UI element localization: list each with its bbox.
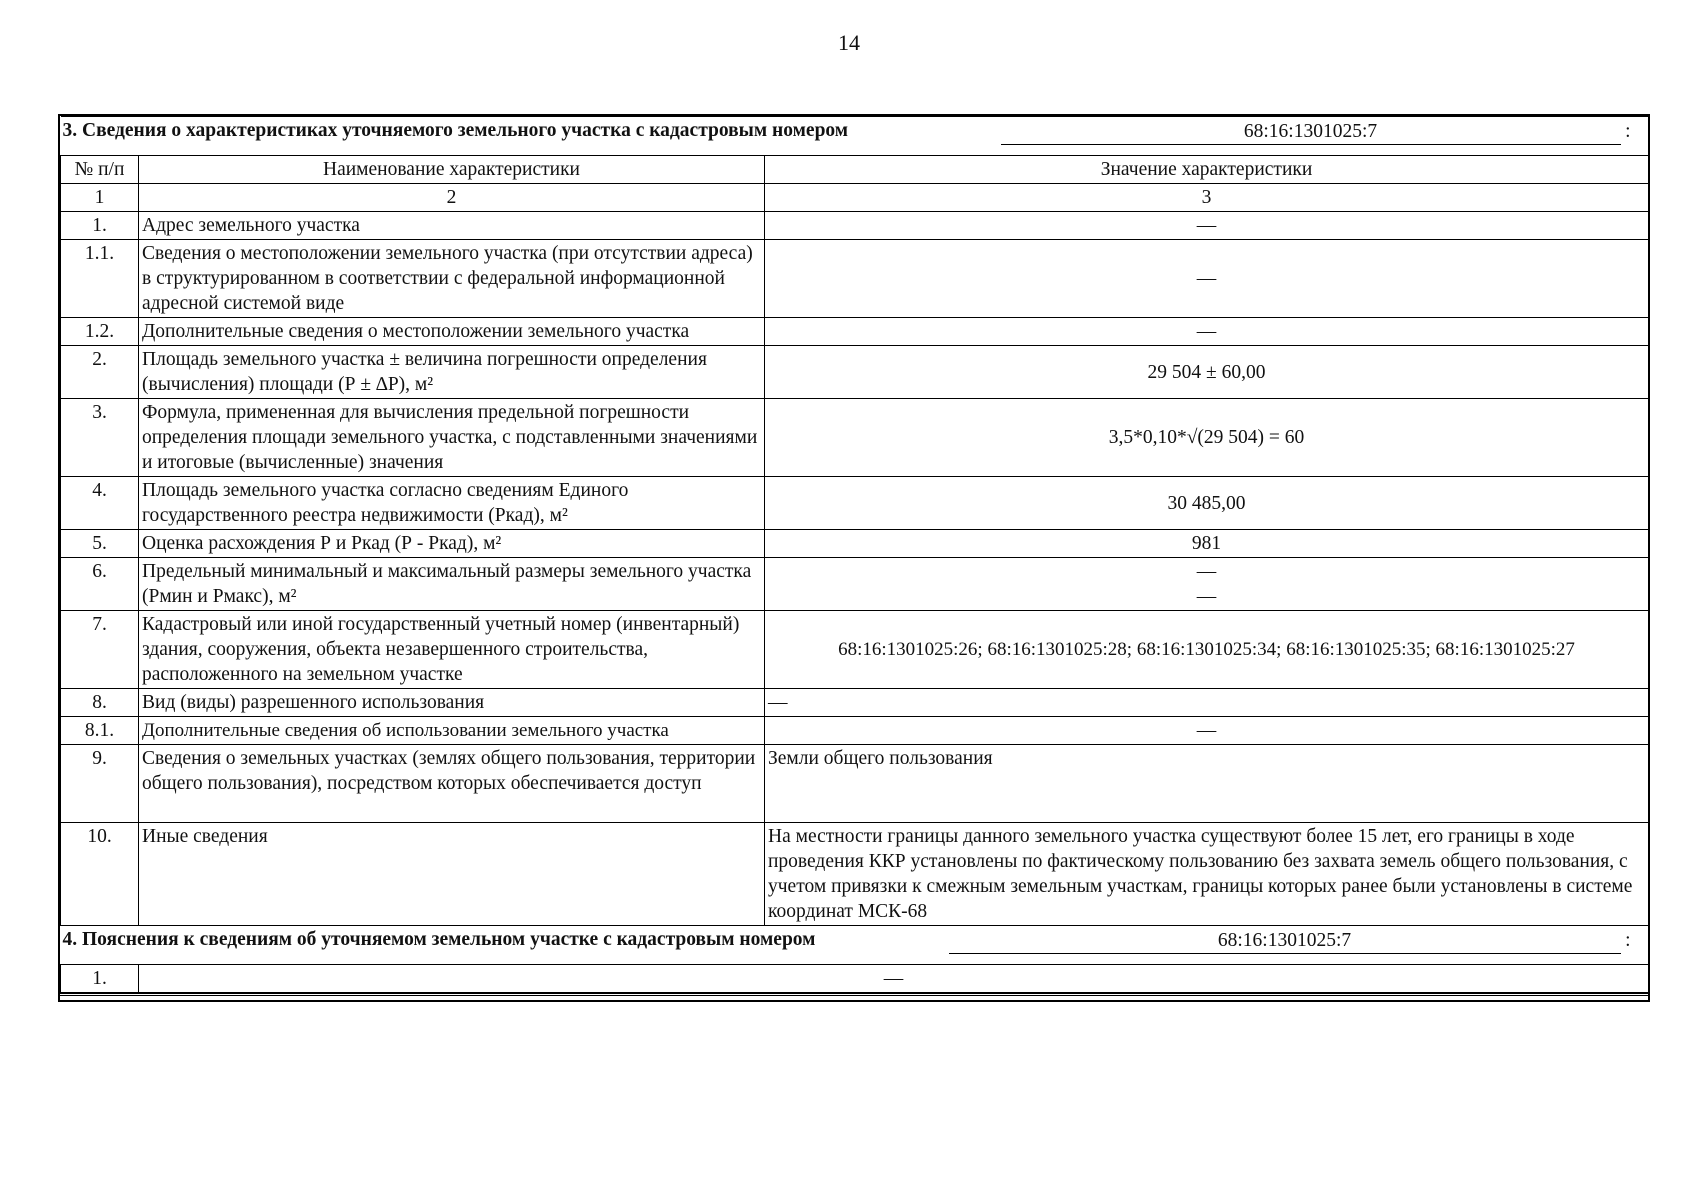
row-value-max: — xyxy=(1196,586,1217,607)
row-name: Оценка расхождения Р и Ркад (Р - Ркад), м² xyxy=(139,530,765,558)
characteristics-table-frame xyxy=(58,114,1650,1002)
section-4-header xyxy=(61,926,1649,965)
table-row xyxy=(61,318,1649,346)
row-number: 10. xyxy=(61,823,139,926)
row-value: — xyxy=(765,689,1649,717)
header-number: № п/п xyxy=(61,156,139,184)
row-name: Площадь земельного участка ± величина погрешности определения (вычисления) площади (Р ± ∆Р), м² xyxy=(139,346,765,399)
row-value: — xyxy=(765,212,1649,240)
row-number: 3. xyxy=(61,399,139,477)
section-4-title: 4. Пояснения к сведениям об уточняемом земельном участке с кадастровым номером xyxy=(62,929,816,950)
row-value: 30 485,00 xyxy=(765,477,1649,530)
table-row xyxy=(61,558,1649,611)
row-number: 8.1. xyxy=(61,717,139,745)
row-value: 29 504 ± 60,00 xyxy=(765,346,1649,399)
header-name: Наименование характеристики xyxy=(139,156,765,184)
row-value: Земли общего пользования xyxy=(765,745,1649,823)
section-4-colon: : xyxy=(1625,930,1631,951)
row-number: 8. xyxy=(61,689,139,717)
row-number: 1. xyxy=(61,212,139,240)
table-row xyxy=(61,399,1649,477)
row-value: — xyxy=(765,717,1649,745)
index-3: 3 xyxy=(765,184,1649,212)
row-number: 5. xyxy=(61,530,139,558)
row-name: Дополнительные сведения об использовании земельного участка xyxy=(139,717,765,745)
row-value-pair xyxy=(765,558,1649,611)
section-4-row xyxy=(61,965,1649,993)
page-number: 14 xyxy=(838,30,860,55)
table-row xyxy=(61,240,1649,318)
section-4-row-number: 1. xyxy=(61,965,139,993)
section-4-cadastral-number: 68:16:1301025:7 xyxy=(949,928,1621,954)
row-number: 2. xyxy=(61,346,139,399)
index-1: 1 xyxy=(61,184,139,212)
row-number: 6. xyxy=(61,558,139,611)
table-row xyxy=(61,477,1649,530)
table-row xyxy=(61,212,1649,240)
row-value: На местности границы данного земельного участка существуют более 15 лет, его границы в ходе проведения ККР установлены по фактическому пользованию без захвата земель общего пользования, с учетом привязки к смежным земельным участкам, границы которых ранее были установлены в системе координат МСК-68 xyxy=(765,823,1649,926)
row-value-min: — xyxy=(1196,561,1217,582)
row-number: 9. xyxy=(61,745,139,823)
row-number: 4. xyxy=(61,477,139,530)
row-number: 1.2. xyxy=(61,318,139,346)
row-value: 68:16:1301025:26; 68:16:1301025:28; 68:16:1301025:34; 68:16:1301025:35; 68:16:1301025:27 xyxy=(765,611,1649,689)
table-row xyxy=(61,823,1649,926)
table-row xyxy=(61,689,1649,717)
index-2: 2 xyxy=(139,184,765,212)
table-index-row xyxy=(61,184,1649,212)
section-3-header xyxy=(61,117,1649,156)
row-value: — xyxy=(765,240,1649,318)
row-name: Иные сведения xyxy=(139,823,765,926)
section-3-colon: : xyxy=(1625,121,1631,142)
row-name: Сведения о местоположении земельного участка (при отсутствии адреса) в структурированном в соответствии с федеральной информационной адресной системой виде xyxy=(139,240,765,318)
row-name: Формула, примененная для вычисления предельной погрешности определения площади земельного участка, с подставленными значениями и итоговые (вычисленные) значения xyxy=(139,399,765,477)
row-number: 1.1. xyxy=(61,240,139,318)
table-bottom-rule xyxy=(60,993,1648,1000)
table-row xyxy=(61,745,1649,823)
section-4-header-row xyxy=(61,926,1649,965)
section-3-cadastral-number: 68:16:1301025:7 xyxy=(1001,119,1621,145)
section-3-header-row xyxy=(61,117,1649,156)
row-name: Адрес земельного участка xyxy=(139,212,765,240)
section-3-title: 3. Сведения о характеристиках уточняемого земельного участка с кадастровым номером xyxy=(62,120,849,141)
characteristics-table xyxy=(60,116,1649,993)
row-value: 3,5*0,10*√(29 504) = 60 xyxy=(765,399,1649,477)
row-name: Вид (виды) разрешенного использования xyxy=(139,689,765,717)
table-row xyxy=(61,717,1649,745)
table-row xyxy=(61,346,1649,399)
row-name: Предельный минимальный и максимальный размеры земельного участка (Рмин и Рмакс), м² xyxy=(139,558,765,611)
table-header-row xyxy=(61,156,1649,184)
row-value: — xyxy=(765,318,1649,346)
section-4-row-value: — xyxy=(139,965,1649,993)
row-name: Сведения о земельных участках (землях общего пользования, территории общего пользования), посредством которых обеспечивается доступ xyxy=(139,745,765,823)
table-row xyxy=(61,530,1649,558)
row-value: 981 xyxy=(765,530,1649,558)
row-number: 7. xyxy=(61,611,139,689)
header-value: Значение характеристики xyxy=(765,156,1649,184)
row-name: Кадастровый или иной государственный учетный номер (инвентарный) здания, сооружения, объекта незавершенного строительства, расположенного на земельном участке xyxy=(139,611,765,689)
row-name: Площадь земельного участка согласно сведениям Единого государственного реестра недвижимости (Ркад), м² xyxy=(139,477,765,530)
row-name: Дополнительные сведения о местоположении земельного участка xyxy=(139,318,765,346)
table-row xyxy=(61,611,1649,689)
